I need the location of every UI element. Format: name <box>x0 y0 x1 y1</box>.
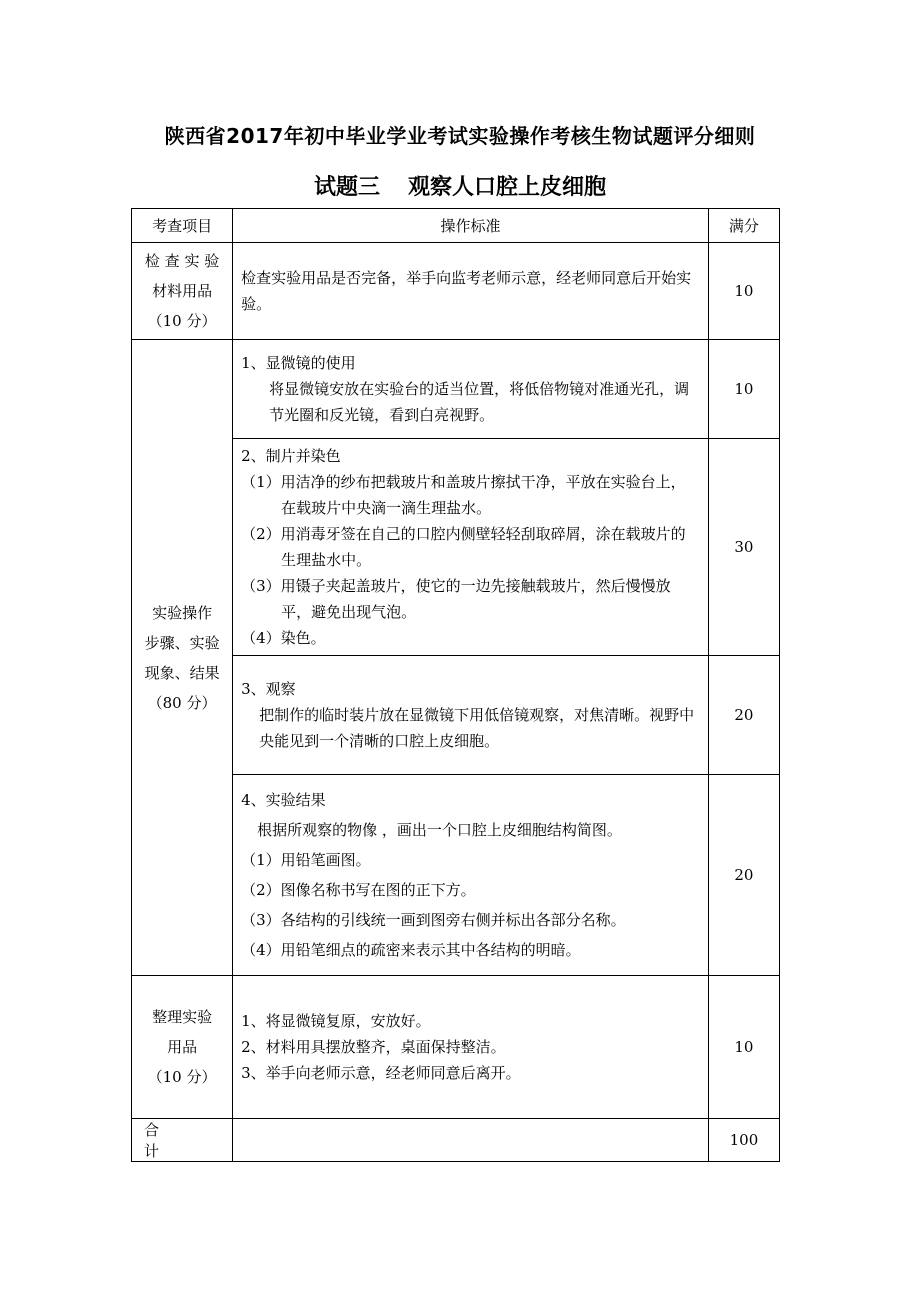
category-operation <box>132 340 233 976</box>
document-subtitle <box>0 170 920 201</box>
category-line: 步骤、实验 <box>144 633 220 652</box>
standard-microscope <box>233 340 709 439</box>
table-header-row <box>132 209 780 243</box>
total-label: 合 计 <box>132 1119 233 1162</box>
score-results: 20 <box>708 775 779 976</box>
category-line: （10 分） <box>147 312 217 330</box>
cleanup-item: 1、将显微镜复原，安放好。 <box>241 1012 431 1030</box>
category-line: 检 查 实 验 <box>144 252 220 270</box>
step-title: 4、实验结果 <box>241 791 326 809</box>
step-item: （3）用镊子夹起盖玻片，使它的一边先接触载玻片，然后慢慢放平，避免出现气泡。 <box>241 577 671 621</box>
step-title: 3、观察 <box>241 680 296 698</box>
cleanup-item: 2、材料用具摆放整齐，桌面保持整洁。 <box>241 1038 506 1056</box>
header-standard: 操作标准 <box>233 209 709 243</box>
category-line: 实验操作 <box>152 603 213 622</box>
category-cleanup <box>132 976 233 1119</box>
total-empty <box>233 1119 709 1162</box>
table-row <box>132 243 780 340</box>
cleanup-item: 3、举手向老师示意，经老师同意后离开。 <box>241 1064 521 1082</box>
step-text: 把制作的临时装片放在显微镜下用低倍镜观察，对焦清晰。视野中央能见到一个清晰的口腔上皮细胞。 <box>259 706 695 750</box>
category-line: 材料用品 <box>152 282 213 300</box>
category-line: 现象、结果 <box>144 663 220 682</box>
standard-cleanup <box>233 976 709 1119</box>
subtitle-label: 试题三 <box>313 175 380 200</box>
category-check-materials <box>132 243 233 340</box>
standard-observe <box>233 656 709 775</box>
header-item: 考查项目 <box>132 209 233 243</box>
step-title: 1、显微镜的使用 <box>241 354 356 372</box>
step-title: 2、制片并染色 <box>241 447 341 465</box>
table-row-total <box>132 1119 780 1162</box>
standard-results <box>233 775 709 976</box>
table-row <box>132 976 780 1119</box>
score-cleanup: 10 <box>708 976 779 1119</box>
step-item: （4）用铅笔细点的疏密来表示其中各结构的明暗。 <box>241 941 581 959</box>
standard-slide-prep <box>233 439 709 656</box>
category-line: 用品 <box>167 1038 198 1056</box>
category-line: （80 分） <box>147 693 217 712</box>
subtitle-topic: 观察人口腔上皮细胞 <box>408 175 607 200</box>
step-intro: 根据所观察的物像 ，画出一个口腔上皮细胞结构简图。 <box>257 821 622 839</box>
category-line: 整理实验 <box>152 1008 213 1026</box>
scoring-table <box>131 208 780 1162</box>
step-text: 将显微镜安放在实验台的适当位置，将低倍物镜对准通光孔，调节光圈和反光镜，看到白亮视野。 <box>269 380 690 424</box>
step-item: （2）图像名称书写在图的正下方。 <box>241 881 476 899</box>
document-title: 陕西省2017年初中毕业学业考试实验操作考核生物试题评分细则 <box>164 124 756 148</box>
score-slide-prep: 30 <box>708 439 779 656</box>
score-check-materials: 10 <box>708 243 779 340</box>
step-item: （4）染色。 <box>241 629 326 647</box>
step-item: （1）用铅笔画图。 <box>241 851 371 869</box>
table-row <box>132 340 780 439</box>
category-line: （10 分） <box>147 1068 217 1086</box>
header-score: 满分 <box>708 209 779 243</box>
score-microscope: 10 <box>708 340 779 439</box>
step-item: （3）各结构的引线统一画到图旁右侧并标出各部分名称。 <box>241 911 626 929</box>
standard-text: 检查实验用品是否完备，举手向监考老师示意，经老师同意后开始实验。 <box>241 269 692 313</box>
score-observe: 20 <box>708 656 779 775</box>
step-item: （2）用消毒牙签在自己的口腔内侧壁轻轻刮取碎屑，涂在载玻片的生理盐水中。 <box>241 525 686 569</box>
step-item: （1）用洁净的纱布把载玻片和盖玻片擦拭干净，平放在实验台上，在载玻片中央滴一滴生理盐水。 <box>241 473 686 517</box>
standard-check-materials <box>233 243 709 340</box>
total-score: 100 <box>708 1119 779 1162</box>
